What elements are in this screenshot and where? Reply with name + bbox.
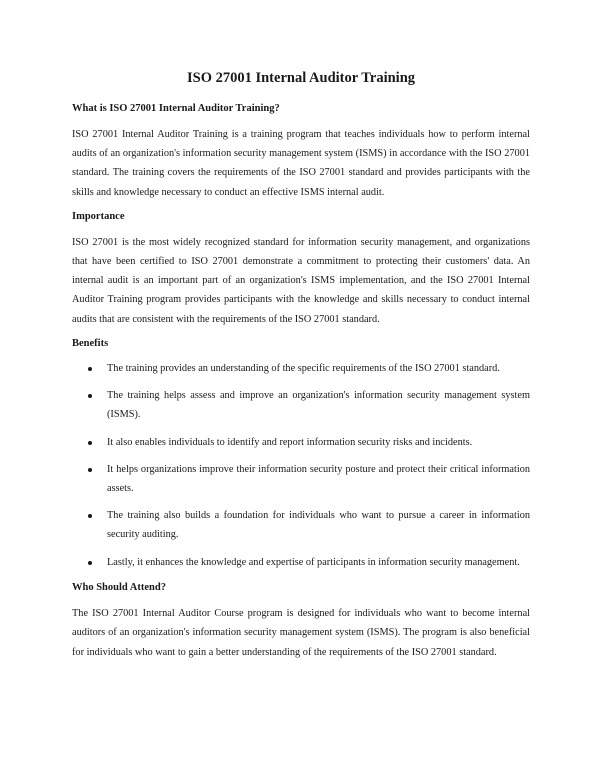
list-item [72,360,530,379]
section-heading: Who Should Attend? [72,582,166,594]
list-item-text: It also enables individuals to identify and report information security risks and incidents. [107,436,473,448]
list-item [72,387,530,424]
list-item [72,434,530,453]
bullet-icon [88,514,92,518]
list-item-text: Lastly, it enhances the knowledge and expertise of participants in information security management. [107,556,520,568]
section-paragraph: The ISO 27001 Internal Auditor Course program is designed for individuals who want to become internal auditors of an organization's information security management system (ISMS). The program is also beneficial for individuals who want to gain a better understanding of the requirements of the ISO 27001 standard. [72,608,530,658]
list-item [72,461,530,498]
list-item [72,507,530,544]
document-title: ISO 27001 Internal Auditor Training [186,70,416,86]
section-heading: Benefits [72,337,109,349]
bullet-icon [88,394,92,398]
list-item-text: The training also builds a foundation for individuals who want to pursue a career in information security auditing. [107,510,530,540]
bullet-icon [88,561,92,565]
section-heading: Importance [72,210,125,222]
list-item [72,554,530,573]
document-page [72,68,530,670]
section-paragraph: ISO 27001 Internal Auditor Training is a training program that teaches individuals how to perform internal audits of an organization's information security management system (ISMS) in accordance with the ISO 27001 standard. The training covers the requirements of the ISO 27001 standard and provides participants with the skills and knowledge necessary to conduct an effective ISMS internal audit. [72,129,530,198]
section-what-is [72,102,530,202]
bullet-icon [88,468,92,472]
section-heading: What is ISO 27001 Internal Auditor Training? [72,103,280,114]
list-item-text: The training provides an understanding of the specific requirements of the ISO 27001 standard. [107,362,500,374]
bullet-icon [88,441,92,445]
section-who-should-attend [72,581,530,662]
section-paragraph: ISO 27001 is the most widely recognized standard for information security management, and organizations that have been certified to ISO 27001 demonstrate a commitment to protecting their customers' data. An internal audit is an important part of an organization's ISMS implementation, and the ISO 27001 Internal Auditor Training program provides participants with the knowledge and skills necessary to conduct internal audits that are consistent with the requirements of the ISO 27001 standard. [72,236,530,325]
section-importance [72,210,530,329]
list-item-text: The training helps assess and improve an organization's information security management system (ISMS). [107,390,530,421]
bullet-icon [88,367,92,371]
list-item-text: It helps organizations improve their information security posture and protect their critical information assets. [107,464,530,494]
section-benefits [72,337,530,572]
benefits-list [72,360,530,572]
